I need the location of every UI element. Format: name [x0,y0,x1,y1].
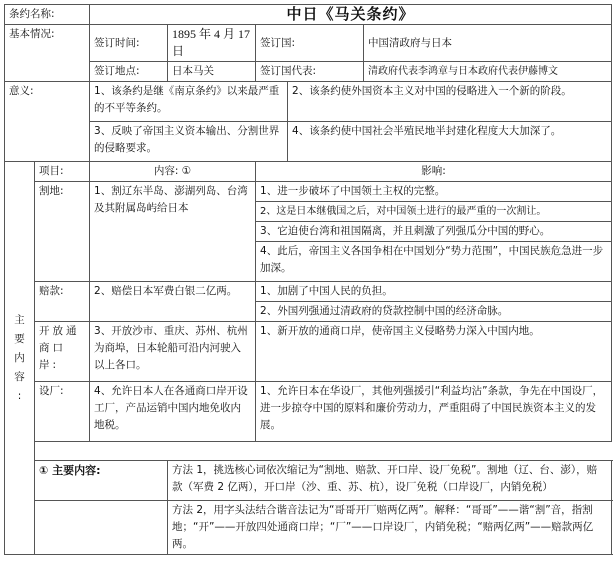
significance-point: 3、反映了帝国主义资本输出、分割世界的侵略要求。 [90,122,288,162]
significance-point: 2、该条约使外国资本主义对中国的侵略进入一个新的阶段。 [288,82,612,122]
memory-tips-label: ① 主要内容: [35,461,168,501]
sign-place-value: 日本马关 [168,62,256,82]
header-item: 项目: [35,162,90,182]
sign-time-label: 签订时间: [90,25,168,62]
row-content-factories: 4、允许日本人在各通商口岸开设工厂，产品运销中国内地免收内地税。 [90,382,256,442]
row-item-factories: 设厂: [35,382,90,442]
treaty-table [4,4,612,555]
main-content-side-label: 主 要 内 容 : [5,162,35,555]
treaty-name-label: 条约名称: [5,5,90,25]
impact-factories: 1、允许日本在华设厂，其他列强援引“利益均沾”条款，争先在中国设厂，进一步掠夺中国的原料和廉价劳动力，严重阻碍了中国民族资本主义的发展。 [256,382,612,442]
representatives-label: 签订国代表: [256,62,364,82]
row-content-cession: 1、割辽东半岛、澎湖列岛、台湾及其附属岛屿给日本 [90,182,256,282]
treaty-summary-document [4,4,611,555]
treaty-name: 中日《马关条约》 [90,5,612,25]
basic-info-label: 基本情况: [5,25,90,82]
countries-label: 签订国: [256,25,364,62]
header-impact: 影响: [256,162,612,182]
impact-cession: 3、它迫使台湾和祖国隔离，并且刺激了列强瓜分中国的野心。 [256,222,612,242]
impact-cession: 4、此后，帝国主义各国争相在中国划分“势力范围”，中国民族危急进一步加深。 [256,242,612,282]
impact-indemnity: 1、加剧了中国人民的负担。 [256,282,612,302]
impact-cession: 2、这是日本继俄国之后，对中国领土进行的最严重的一次割让。 [256,202,612,222]
memory-method-1: 方法 1，挑选核心词依次缩记为“割地、赔款、开口岸、设厂免税”。割地（辽、台、澎），赔款（军费 2 亿两），开口岸（沙、重、苏、杭），设厂免税（口岸设厂，内销免税） [168,461,612,501]
countries-value: 中国清政府与日本 [364,25,612,62]
row-item-indemnity: 赔款: [35,282,90,322]
header-content: 内容: ① [90,162,256,182]
impact-cession: 1、进一步破坏了中国领土主权的完整。 [256,182,612,202]
spacer-row [35,442,612,461]
impact-indemnity: 2、外国列强通过清政府的贷款控制中国的经济命脉。 [256,302,612,322]
sign-place-label: 签订地点: [90,62,168,82]
row-content-indemnity: 2、赔偿日本军费白银二亿两。 [90,282,256,322]
significance-point: 1、该条约是继《南京条约》以来最严重的不平等条约。 [90,82,288,122]
significance-label: 意义: [5,82,90,162]
memory-method-2: 方法 2，用字头法结合谐音法记为“哥哥开厂赔两亿两”。解释：“哥哥”——谐“割”音，指割地；“开”——开放四处通商口岸；“厂”——口岸设厂，内销免税；“赔两亿两”——赔款两亿两。 [168,501,612,555]
representatives-value: 清政府代表李鸿章与日本政府代表伊藤博文 [364,62,612,82]
row-item-ports: 开放通商口岸: [35,322,90,382]
row-item-cession: 割地: [35,182,90,282]
impact-ports: 1、新开放的通商口岸，使帝国主义侵略势力深入中国内地。 [256,322,612,382]
memory-label-continuation [35,501,168,555]
row-content-ports: 3、开放沙市、重庆、苏州、杭州为商埠，日本轮船可沿内河驶入以上各口。 [90,322,256,382]
sign-time-value: 1895 年 4 月 17 日 [168,25,256,62]
significance-point: 4、该条约使中国社会半殖民地半封建化程度大大加深了。 [288,122,612,162]
